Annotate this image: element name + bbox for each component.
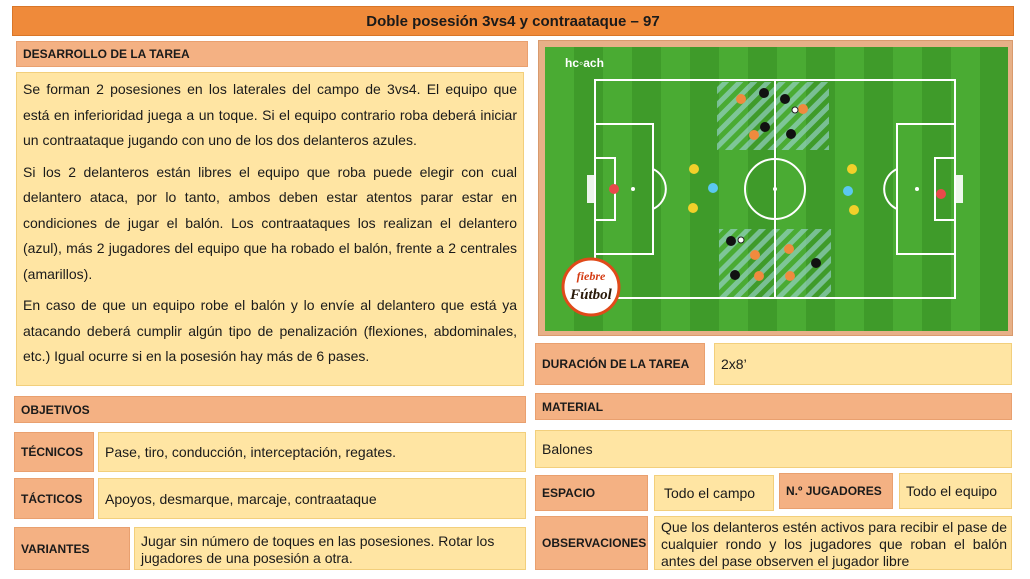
player-black	[811, 258, 821, 268]
player-orange	[736, 94, 746, 104]
objetivos-header: OBJETIVOS	[14, 396, 526, 423]
observaciones-value: Que los delanteros estén activos para recibir el pase de cualquier rondo y los jugadores que roban el balón antes del pase observen el jugador libre	[654, 516, 1012, 570]
desarrollo-paragraph: Se forman 2 posesiones en los laterales del campo de 3vs4. El equipo que está en inferioridad juega a un toque. Si el equipo contrario roba deberá iniciar un contraataque jugando con uno de los dos delanteros azules.	[23, 81, 517, 148]
material-label: MATERIAL	[535, 393, 1012, 420]
player-blue	[843, 186, 853, 196]
goal-right	[955, 175, 963, 203]
desarrollo-paragraph: Si los 2 delanteros están libres el equipo que roba puede elegir con cual delantero ataca, por lo tanto, ambos deben estar atentos parar estar en condiciones de jugar el balón. Los contraataques los realizan el delantero (azul), más 2 jugadores del equipo que ha robado el balón, frente a 2 centrales (amarillos).	[23, 163, 517, 282]
desarrollo-text	[16, 72, 524, 386]
svg-text:Fútbol: Fútbol	[570, 287, 612, 303]
svg-text:fiebre: fiebre	[576, 269, 606, 283]
player-black	[759, 88, 769, 98]
player-orange	[754, 271, 764, 281]
player-black	[786, 129, 796, 139]
variantes-value: Jugar sin número de toques en las posesiones. Rotar los jugadores de una posesión a otra.	[134, 527, 526, 570]
tecnicos-label: TÉCNICOS	[14, 432, 94, 472]
player-orange	[749, 130, 759, 140]
player-red	[609, 184, 619, 194]
fiebre-futbol-logo	[563, 259, 619, 315]
player-red	[936, 189, 946, 199]
duracion-label: DURACIÓN DE LA TAREA	[535, 343, 705, 385]
tacticos-label: TÁCTICOS	[14, 478, 94, 519]
player-black	[780, 94, 790, 104]
goal-left	[587, 175, 595, 203]
page-title: Doble posesión 3vs4 y contraataque – 97	[12, 6, 1014, 36]
player-yellow	[688, 203, 698, 213]
penalty-spot-left	[631, 187, 635, 191]
ball-icon	[738, 237, 744, 243]
player-orange	[798, 104, 808, 114]
zone-top-possession	[717, 82, 829, 150]
penalty-spot-right	[915, 187, 919, 191]
grass-stripe	[632, 47, 661, 331]
espacio-value: Todo el campo	[654, 475, 774, 511]
player-yellow	[847, 164, 857, 174]
ball-icon	[792, 107, 798, 113]
player-yellow	[849, 205, 859, 215]
player-orange	[750, 250, 760, 260]
grass-stripe	[980, 47, 1008, 331]
variantes-label: VARIANTES	[14, 527, 130, 570]
tacticos-value: Apoyos, desmarque, marcaje, contraataque	[98, 478, 526, 519]
player-black	[726, 236, 736, 246]
grass-stripe	[864, 47, 893, 331]
observaciones-label: OBSERVACIONES	[535, 516, 648, 570]
jugadores-label: N.º JUGADORES	[779, 473, 893, 509]
player-orange	[784, 244, 794, 254]
desarrollo-header: DESARROLLO DE LA TAREA	[16, 41, 528, 67]
pitch-svg	[545, 47, 1008, 331]
duracion-value: 2x8’	[714, 343, 1012, 385]
jugadores-value: Todo el equipo	[899, 473, 1012, 509]
player-yellow	[689, 164, 699, 174]
player-black	[730, 270, 740, 280]
brand-logo: hc◦ach	[565, 56, 604, 70]
espacio-label: ESPACIO	[535, 475, 648, 511]
center-spot	[773, 187, 777, 191]
player-blue	[708, 183, 718, 193]
tecnicos-value: Pase, tiro, conducción, interceptación, regates.	[98, 432, 526, 472]
material-value: Balones	[535, 430, 1012, 468]
player-black	[760, 122, 770, 132]
player-orange	[785, 271, 795, 281]
grass-stripe	[922, 47, 951, 331]
pitch-diagram	[538, 40, 1013, 336]
desarrollo-paragraph: En caso de que un equipo robe el balón y lo envíe al delantero que está ya atacando deberá cumplir algún tipo de penalización (flexiones, abdominales, etc.) Igual ocurre si en la posesión hay más de 6 pases.	[23, 297, 517, 364]
